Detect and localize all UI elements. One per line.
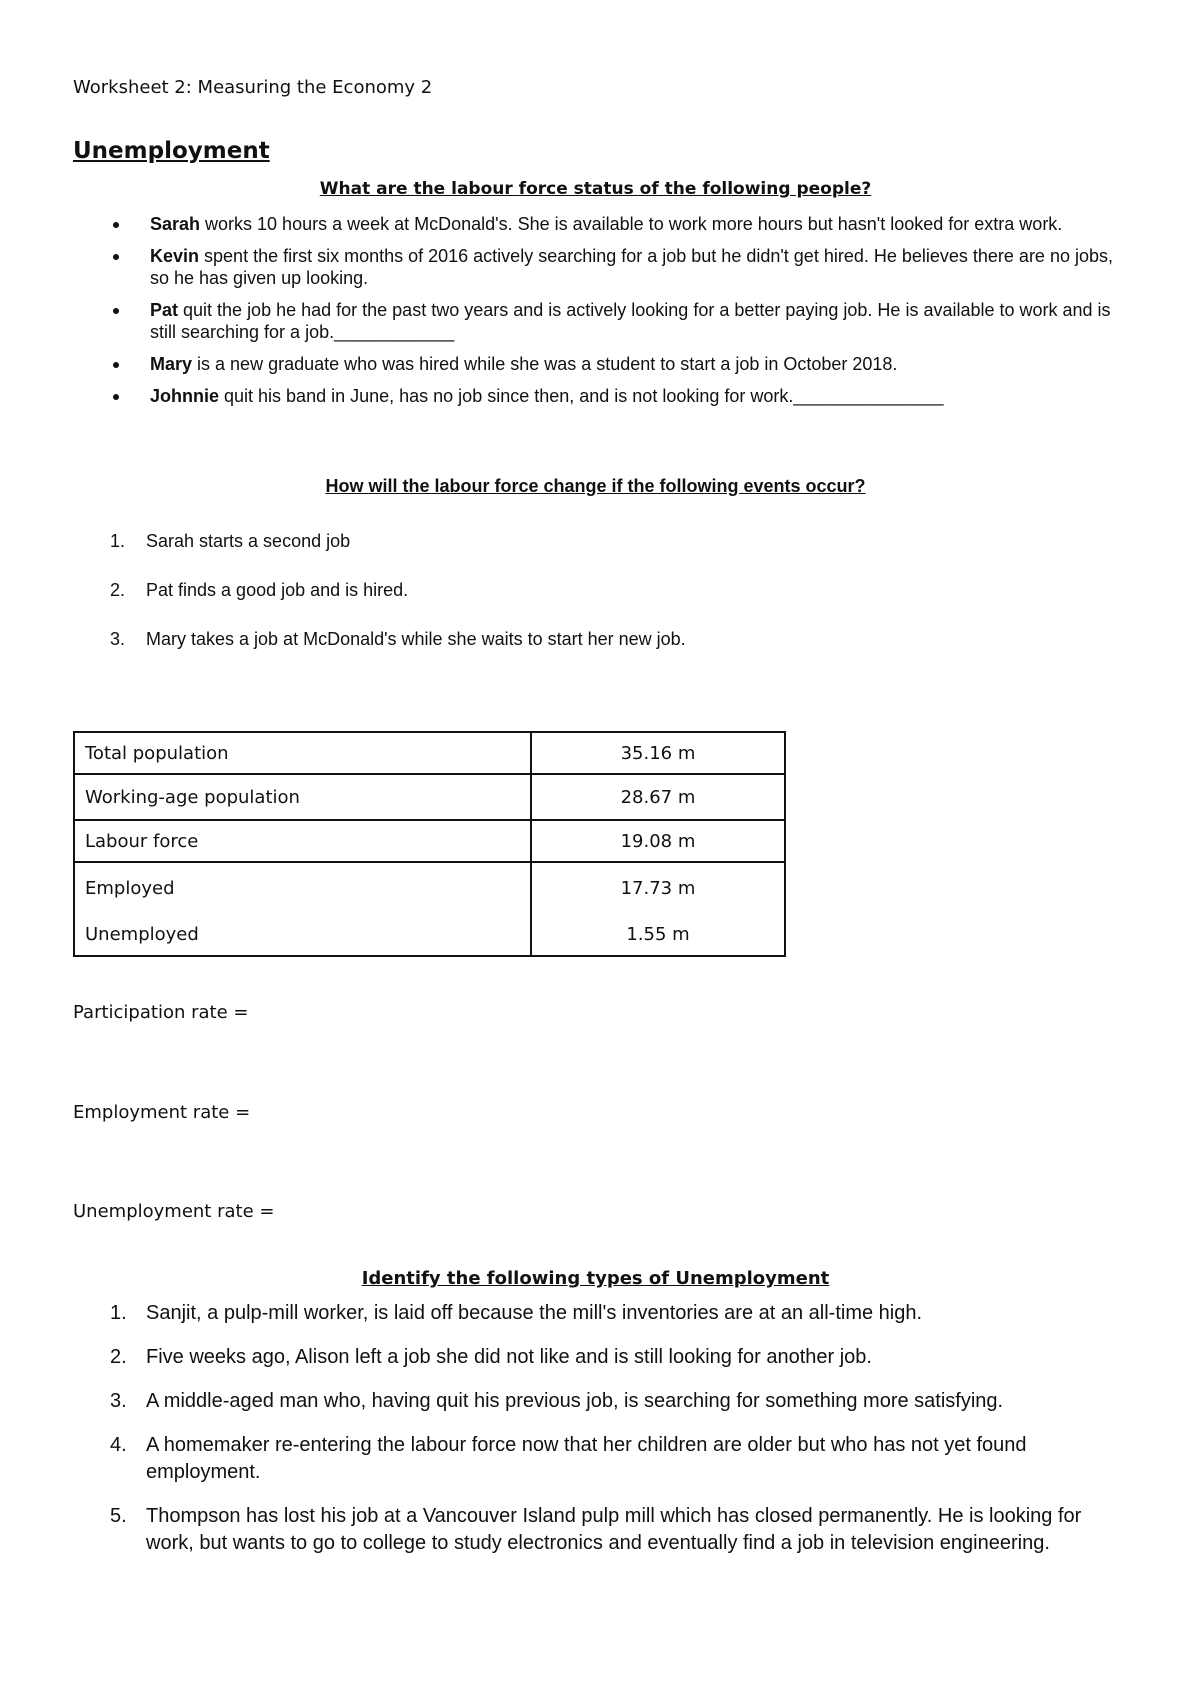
person-name: Kevin <box>150 246 200 266</box>
scenario-text: Sanjit, a pulp-mill worker, is laid off because the mill's inventories are at an all-time high. <box>146 1302 923 1324</box>
row-label: Employed <box>74 862 531 913</box>
bullet-dot <box>113 394 119 400</box>
row-label: Total population <box>74 732 531 774</box>
scenario-text: Five weeks ago, Alison left a job she did not like and is still looking for another job. <box>146 1346 872 1368</box>
item-number: 2. <box>110 580 126 600</box>
table-row <box>74 774 785 820</box>
list-item <box>113 245 1128 289</box>
person-description: spent the first six months of 2016 actively searching for a job but he didn't get hired. He believes there are no jobs, so he has given up looking. <box>150 246 1113 288</box>
bullet-dot <box>113 362 119 368</box>
scenario-text: A middle-aged man who, having quit his previous job, is searching for something more satisfying. <box>146 1390 1004 1412</box>
row-label: Unemployed <box>74 913 531 956</box>
row-value: 17.73 m <box>531 862 785 913</box>
item-number: 2. <box>110 1346 127 1368</box>
table-row <box>74 862 785 913</box>
section-title: Unemployment <box>73 138 270 164</box>
row-label: Working-age population <box>74 774 531 820</box>
item-number: 5. <box>110 1505 127 1527</box>
item-number: 4. <box>110 1434 127 1456</box>
person-description: works 10 hours a week at McDonald's. She is available to work more hours but hasn't looked for extra work. <box>200 214 1063 234</box>
event-text: Mary takes a job at McDonald's while she waits to start her new job. <box>146 629 686 649</box>
list-item <box>110 1388 1125 1415</box>
table-row <box>74 820 785 862</box>
list-item <box>113 213 1128 235</box>
list-item <box>110 530 1125 552</box>
bullet-dot <box>113 222 119 228</box>
list-item <box>110 628 1125 650</box>
list-item <box>113 385 1128 407</box>
scenario-text: Thompson has lost his job at a Vancouver Island pulp mill which has closed permanently. He is looking for work, but wants to go to college to study electronics and eventually find a job in television engineering. <box>146 1505 1082 1554</box>
unemployment-types-heading: Identify the following types of Unemployment <box>361 1268 830 1289</box>
population-table <box>73 731 786 957</box>
person-name: Mary <box>150 354 193 374</box>
list-item <box>110 1300 1125 1327</box>
row-value: 35.16 m <box>531 732 785 774</box>
list-item <box>110 1432 1125 1486</box>
row-label: Labour force <box>74 820 531 862</box>
person-description: quit his band in June, has no job since then, and is not looking for work._______________ <box>219 386 944 406</box>
employment-rate-label: Employment rate = <box>73 1102 251 1123</box>
labour-status-heading: What are the labour force status of the following people? <box>319 179 872 199</box>
person-name: Pat <box>150 300 179 320</box>
row-value: 28.67 m <box>531 774 785 820</box>
participation-rate-label: Participation rate = <box>73 1002 249 1023</box>
item-number: 3. <box>110 1390 127 1412</box>
row-value: 19.08 m <box>531 820 785 862</box>
list-item <box>113 353 1128 375</box>
person-name: Johnnie <box>150 386 220 406</box>
row-value: 1.55 m <box>531 913 785 956</box>
bullet-dot <box>113 308 119 314</box>
event-text: Sarah starts a second job <box>146 531 351 551</box>
event-text: Pat finds a good job and is hired. <box>146 580 409 600</box>
labour-status-list <box>113 213 1128 417</box>
worksheet-title: Worksheet 2: Measuring the Economy 2 <box>73 77 433 98</box>
item-number: 1. <box>110 1302 127 1324</box>
person-name: Sarah <box>150 214 201 234</box>
table-row <box>74 732 785 774</box>
bullet-dot <box>113 254 119 260</box>
scenario-text: A homemaker re-entering the labour force now that her children are older but who has not yet found employment. <box>146 1434 1027 1483</box>
unemployment-types-list <box>110 1300 1125 1574</box>
person-description: quit the job he had for the past two years and is actively looking for a better paying job. He is available to work and is still searching for a job.____________ <box>150 300 1111 342</box>
list-item <box>110 579 1125 601</box>
item-number: 3. <box>110 629 126 649</box>
list-item <box>110 1503 1125 1557</box>
labour-events-list <box>110 530 1125 677</box>
person-description: is a new graduate who was hired while she was a student to start a job in October 2018. <box>192 354 898 374</box>
labour-changes-heading: How will the labour force change if the following events occur? <box>325 476 866 496</box>
list-item <box>110 1344 1125 1371</box>
list-item <box>113 299 1128 343</box>
table-row <box>74 913 785 956</box>
unemployment-rate-label: Unemployment rate = <box>73 1201 275 1222</box>
item-number: 1. <box>110 531 126 551</box>
